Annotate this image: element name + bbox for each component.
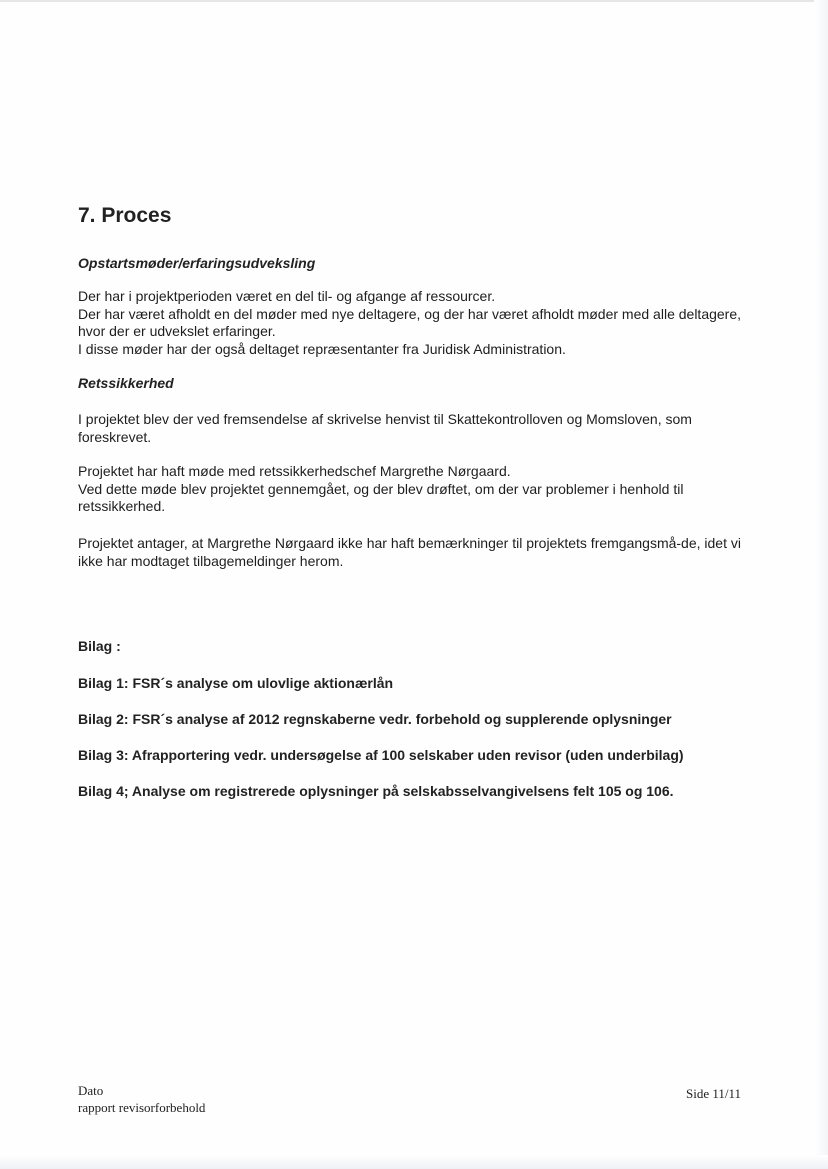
opstart-paragraph: [78, 288, 758, 358]
retssikkerhed-heading: Retssikkerhed: [78, 375, 174, 391]
bilag-item-2: Bilag 2: FSR´s analyse af 2012 regnskaberne vedr. forbehold og supplerende oplysninger: [78, 711, 672, 727]
scan-bottom-edge: [0, 1155, 828, 1169]
page-number: Side 11/11: [686, 1086, 742, 1101]
scan-top-edge: [0, 0, 828, 2]
footer-date-label: Dato: [78, 1083, 104, 1098]
bilag-heading: Bilag :: [78, 638, 121, 654]
retssikkerhed-paragraph-2: Projektet har haft møde med retssikkerhedschef Margrethe Nørgaard. Ved dette møde blev projektet gennemgået, og der blev drøftet, om der var problemer i henhold til retssikkerhed.: [78, 463, 684, 514]
bilag-item-4: Bilag 4; Analyse om registrerede oplysninger på selskabsselvangivelsens felt 105 og 106.: [78, 783, 674, 799]
scan-right-edge: [814, 0, 828, 1169]
main-content: [78, 204, 758, 799]
retssikkerhed-paragraph-1: I projektet blev der ved fremsendelse af skrivelse henvist til Skattekontrolloven og Momsloven, som foreskrevet.: [78, 411, 692, 445]
bilag-item-3: Bilag 3: Afrapportering vedr. undersøgelse af 100 selskaber uden revisor (uden underbilag): [78, 747, 684, 763]
bilag-item-1: Bilag 1: FSR´s analyse om ulovlige aktionærlån: [78, 675, 394, 691]
section-title: 7. Proces: [78, 204, 172, 227]
opstart-text: Der har i projektperioden været en del til- og afgange af ressourcer. Der har været afholdt en del møder med nye deltagere, og der har været afholdt møder med alle deltagere, hvor der er udvekslet erfaringer. I disse møder har der også deltaget repræsentanter fra Juridisk Administration.: [78, 288, 742, 357]
retssikkerhed-paragraph-3: Projektet antager, at Margrethe Nørgaard ikke har haft bemærkninger til projektets fremgangsmå-de, idet vi ikke har modtaget tilbagemeldinger herom.: [78, 535, 741, 569]
footer-document-name: rapport revisorforbehold: [78, 1100, 206, 1115]
opstart-heading: Opstartsmøder/erfaringsudveksling: [78, 255, 316, 271]
footer-left: [78, 1082, 205, 1116]
